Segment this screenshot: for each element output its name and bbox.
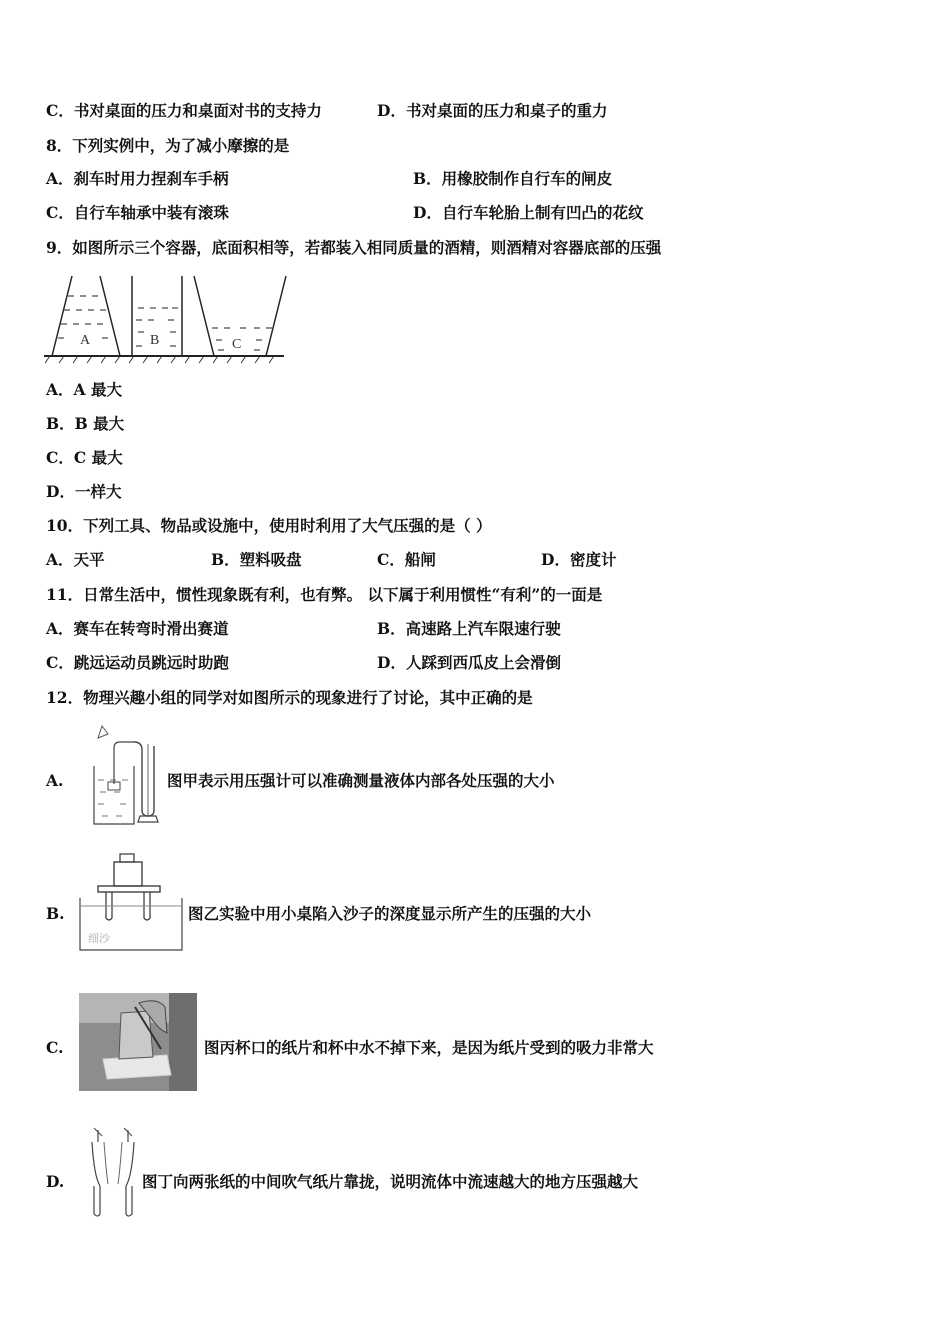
container-c-label: C [232, 337, 242, 352]
table-in-sand-figure [78, 852, 184, 954]
q11-stem: 11．日常生活中，惯性现象既有利，也有弊。 以下属于利用惯性“有利”的一面是 [46, 585, 603, 604]
q12-option-b-label: B. [46, 904, 65, 923]
q11-option-b: B．高速路上汽车限速行驶 [377, 619, 561, 638]
q8-stem: 8．下列实例中，为了减小摩擦的是 [46, 136, 290, 155]
container-b-label: B [150, 333, 160, 348]
sand-label: 细沙 [88, 932, 110, 945]
q11-option-d: D．人踩到西瓜皮上会滑倒 [377, 653, 561, 672]
q12-option-d-text: 图丁向两张纸的中间吹气纸片靠拢，说明流体中流速越大的地方压强越大 [142, 1172, 639, 1191]
q7-option-c: C．书对桌面的压力和桌面对书的支持力 [46, 101, 322, 120]
q10-option-a: A．天平 [46, 550, 105, 569]
q8-option-b: B．用橡胶制作自行车的闸皮 [413, 169, 613, 188]
container-a-label: A [80, 333, 91, 348]
q8-option-c: C．自行车轴承中装有滚珠 [46, 203, 229, 222]
q10-option-b: B．塑料吸盘 [211, 550, 302, 569]
q12-option-c-label: C. [46, 1038, 64, 1057]
q9-option-a: A．A 最大 [46, 380, 122, 399]
q8-option-a: A．刹车时用力捏刹车手柄 [46, 169, 229, 188]
q9-stem: 9．如图所示三个容器，底面积相等，若都装入相同质量的酒精，则酒精对容器底部的压强 [46, 238, 662, 257]
q11-option-c: C．跳远运动员跳远时助跑 [46, 653, 229, 672]
q9-option-b: B．B 最大 [46, 414, 125, 433]
q12-stem: 12．物理兴趣小组的同学对如图所示的现象进行了讨论，其中正确的是 [46, 688, 533, 707]
q12-option-a-text: 图甲表示用压强计可以准确测量液体内部各处压强的大小 [167, 771, 555, 790]
q12-option-a-label: A. [46, 771, 64, 790]
q8-option-d: D．自行车轮胎上制有凹凸的花纹 [413, 203, 644, 222]
cup-paper-photo [79, 993, 197, 1091]
q12-option-b-text: 图乙实验中用小桌陷入沙子的深度显示所产生的压强的大小 [188, 904, 592, 923]
q12-option-c-text: 图丙杯口的纸片和杯中水不掉下来，是因为纸片受到的吸力非常大 [204, 1038, 654, 1057]
q9-containers-figure [44, 270, 290, 366]
q11-option-a: A．赛车在转弯时滑出赛道 [46, 619, 229, 638]
q10-option-c: C．船闸 [377, 550, 436, 569]
q10-option-d: D．密度计 [541, 550, 617, 569]
q7-option-d: D．书对桌面的压力和桌子的重力 [377, 101, 608, 120]
q12-option-d-label: D. [46, 1172, 65, 1191]
q9-option-d: D．一样大 [46, 482, 122, 501]
q9-option-c: C．C 最大 [46, 448, 123, 467]
q10-stem: 10．下列工具、物品或设施中，使用时利用了大气压强的是（ ） [46, 516, 492, 535]
two-papers-figure [84, 1126, 144, 1220]
pressure-gauge-figure [84, 724, 164, 830]
